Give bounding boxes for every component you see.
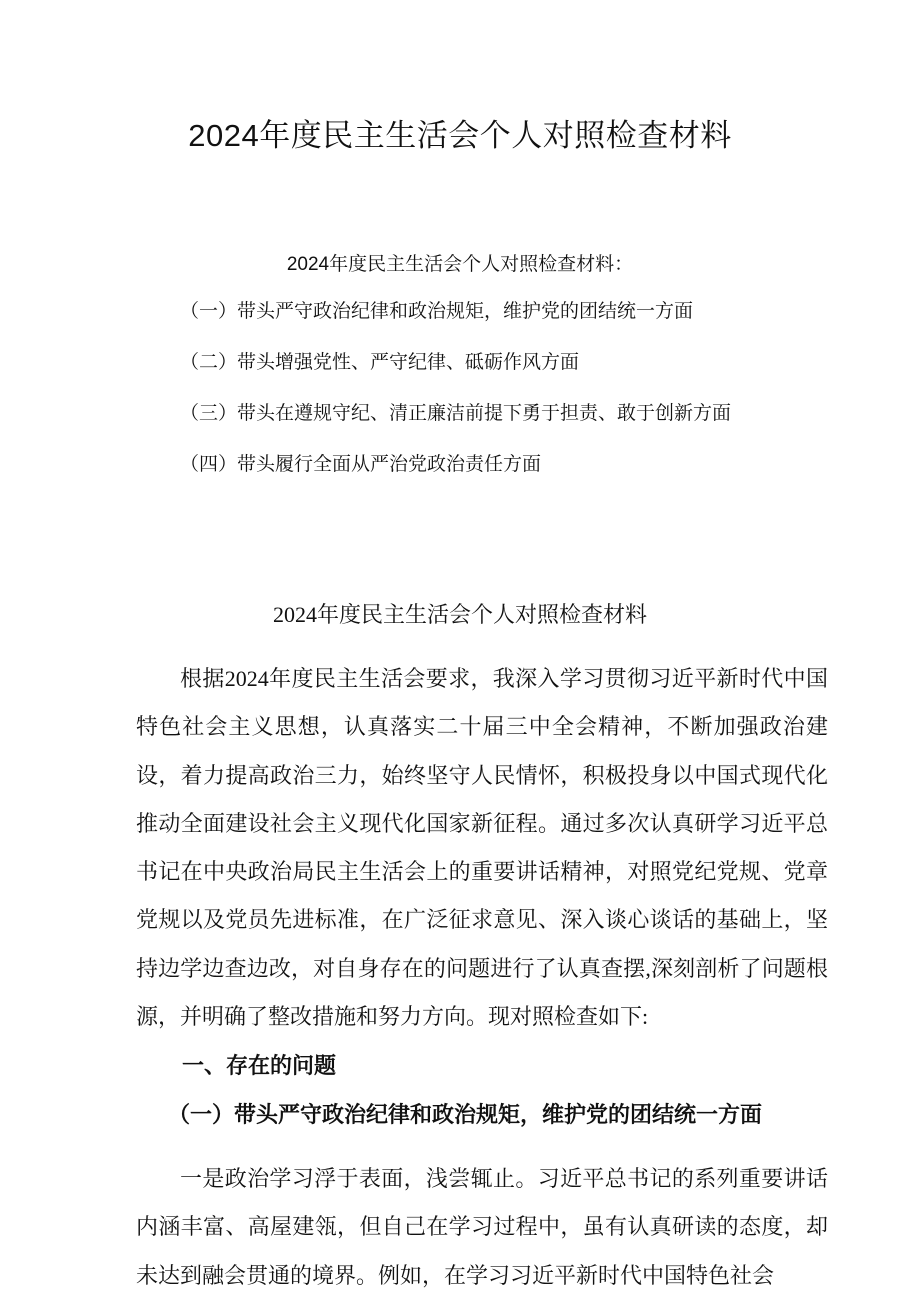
subsection-heading: （一）带头严守政治纪律和政治规矩，维护党的团结统一方面: [168, 1102, 763, 1127]
toc-item: （四）带头履行全面从严治党政治责任方面: [180, 454, 542, 475]
intro-paragraph: 根据2024年度民主生活会要求，我深入学习贯彻习近平新时代中国特色社会主义思想，认真落实二十届三中全会精神，不断加强政治建设，着力提高政治三力，始终坚守人民情怀，积极投身以中国式现代化推动全面建设社会主义现代化国家新征程。通过多次认真研学习近平总书记在中央政治局民主生活会上的重要讲话精神，对照党纪党规、党章党规以及党员先进标准，在广泛征求意见、深入谈心谈话的基础上，坚持边学边查边改，对自身存在的问题进行了认真查摆,深刻剖析了问题根源，并明确了整改措施和努力方向。现对照检查如下:: [136, 666, 828, 1030]
section-heading: 一、存在的问题: [182, 1053, 337, 1078]
toc-item: （一）带头严守政治纪律和政治规矩，维护党的团结统一方面: [180, 301, 694, 322]
main-title: 2024年度民主生活会个人对照检查材料: [188, 118, 732, 153]
body-title: 2024年度民主生活会个人对照检查材料: [272, 602, 647, 627]
toc-heading: 2024年度民主生活会个人对照检查材料：: [286, 254, 634, 275]
body-paragraph: 一是政治学习浮于表面，浅尝辄止。习近平总书记的系列重要讲话内涵丰富、高屋建瓴，但自己在学习过程中，虽有认真研读的态度，却未达到融会贯通的境界。例如，在学习习近平新时代中国特色社会: [136, 1166, 828, 1288]
toc-item: （三）带头在遵规守纪、清正廉洁前提下勇于担责、敢于创新方面: [180, 403, 732, 424]
toc-item: （二）带头增强党性、严守纪律、砥砺作风方面: [180, 352, 580, 373]
toc-list: [180, 295, 731, 499]
